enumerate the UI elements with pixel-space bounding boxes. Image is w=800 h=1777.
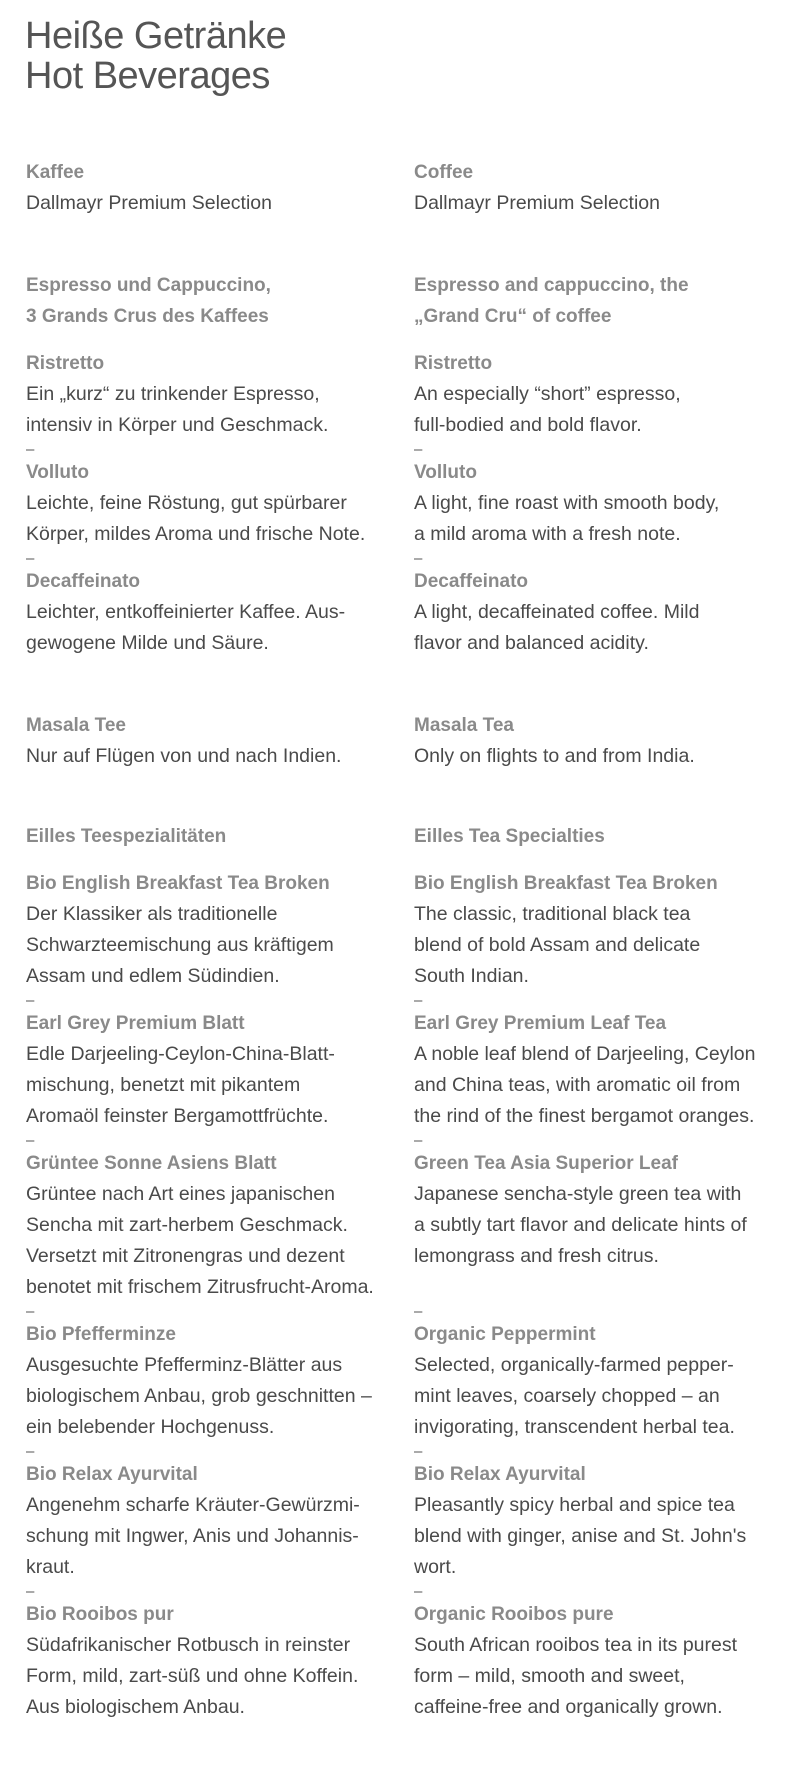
green-tea-heading: Green Tea Asia Superior Leaf — [414, 1153, 678, 1174]
masala-heading: Masala Tee — [26, 715, 126, 736]
coffee-heading: Kaffee — [26, 162, 85, 183]
earl-grey-heading: Earl Grey Premium Leaf Tea — [414, 1013, 667, 1034]
separator-dash: – — [414, 1443, 423, 1460]
separator-dash: – — [414, 441, 423, 458]
volluto-heading: Volluto — [26, 462, 89, 483]
title-english: Hot Beverages — [25, 55, 270, 97]
peppermint-desc-line3: ein belebender Hochgenuss. — [26, 1416, 275, 1438]
earl-grey-desc-line2: mischung, benetzt mit pikantem — [26, 1074, 301, 1096]
green-tea-desc-line1: Japanese sencha-style green tea with — [414, 1183, 742, 1205]
green-tea-desc-line3: lemongrass and fresh citrus. — [414, 1245, 659, 1267]
earl-grey-heading: Earl Grey Premium Blatt — [26, 1013, 245, 1034]
separator-dash: – — [26, 1583, 35, 1600]
tea-section-heading: Eilles Tea Specialties — [414, 826, 605, 847]
espresso-heading-line1: Espresso und Cappuccino, — [26, 275, 271, 296]
page-title — [25, 16, 286, 96]
peppermint-desc-line3: invigorating, transcendent herbal tea. — [414, 1416, 735, 1438]
separator-dash: – — [414, 992, 423, 1009]
decaf-desc-line2: flavor and balanced acidity. — [414, 632, 649, 654]
peppermint-heading: Bio Pfefferminze — [26, 1324, 176, 1345]
relax-desc-line3: kraut. — [26, 1556, 75, 1578]
separator-dash: – — [414, 1583, 423, 1600]
masala-heading: Masala Tea — [414, 715, 514, 736]
coffee-subtitle: Dallmayr Premium Selection — [26, 192, 272, 214]
ebt-desc-line2: Schwarzteemischung aus kräftigem — [26, 934, 334, 956]
green-tea-desc-line2: Sencha mit zart-herbem Geschmack. — [26, 1214, 348, 1236]
peppermint-heading: Organic Peppermint — [414, 1324, 596, 1345]
green-tea-heading: Grüntee Sonne Asiens Blatt — [26, 1153, 277, 1174]
espresso-heading-line2: „Grand Cru“ of coffee — [414, 306, 612, 327]
ristretto-desc-line2: intensiv in Körper und Geschmack. — [26, 414, 329, 436]
relax-desc-line1: Pleasantly spicy herbal and spice tea — [414, 1494, 735, 1516]
peppermint-desc-line1: Ausgesuchte Pfefferminz-Blätter aus — [26, 1354, 343, 1376]
espresso-heading-line1: Espresso and cappuccino, the — [414, 275, 689, 296]
separator-dash: – — [414, 1303, 423, 1320]
espresso-heading-line2: 3 Grands Crus des Kaffees — [26, 306, 269, 327]
title-german: Heiße Getränke — [25, 15, 287, 57]
peppermint-desc-line1: Selected, organically-farmed pepper- — [414, 1354, 734, 1376]
ristretto-heading: Ristretto — [414, 353, 493, 374]
masala-desc-line1: Nur auf Flügen von und nach Indien. — [26, 745, 342, 767]
earl-grey-desc-line3: Aromaöl feinster Bergamottfrüchte. — [26, 1105, 329, 1127]
ristretto-desc-line2: full-bodied and bold flavor. — [414, 414, 642, 436]
relax-heading: Bio Relax Ayurvital — [414, 1464, 586, 1485]
rooibos-desc-line3: caffeine-free and organically grown. — [414, 1696, 723, 1718]
relax-desc-line1: Angenehm scharfe Kräuter-Gewürzmi- — [26, 1494, 360, 1516]
coffee-heading: Coffee — [414, 162, 474, 183]
volluto-desc-line2: a mild aroma with a fresh note. — [414, 523, 681, 545]
relax-desc-line2: blend with ginger, anise and St. John's — [414, 1525, 747, 1547]
decaf-desc-line2: gewogene Milde und Säure. — [26, 632, 269, 654]
ebt-desc-line1: Der Klassiker als traditionelle — [26, 903, 278, 925]
decaf-heading: Decaffeinato — [26, 571, 141, 592]
rooibos-desc-line1: Südafrikanischer Rotbusch in reinster — [26, 1634, 351, 1656]
rooibos-heading: Bio Rooibos pur — [26, 1604, 174, 1625]
peppermint-desc-line2: biologischem Anbau, grob geschnitten – — [26, 1385, 372, 1407]
ebt-desc-line3: South Indian. — [414, 965, 529, 987]
separator-dash: – — [414, 550, 423, 567]
decaf-desc-line1: Leichter, entkoffeinierter Kaffee. Aus- — [26, 601, 346, 623]
tea-section-heading: Eilles Teespezialitäten — [26, 826, 227, 847]
separator-dash: – — [26, 1132, 35, 1149]
ebt-desc-line1: The classic, traditional black tea — [414, 903, 691, 925]
ebt-heading: Bio English Breakfast Tea Broken — [26, 873, 330, 894]
ristretto-heading: Ristretto — [26, 353, 105, 374]
rooibos-desc-line1: South African rooibos tea in its purest — [414, 1634, 738, 1656]
coffee-subtitle: Dallmayr Premium Selection — [414, 192, 660, 214]
rooibos-desc-line2: Form, mild, zart-süß und ohne Koffein. — [26, 1665, 359, 1687]
green-tea-desc-line2: a subtly tart flavor and delicate hints of — [414, 1214, 747, 1236]
volluto-desc-line2: Körper, mildes Aroma und frische Note. — [26, 523, 366, 545]
ebt-heading: Bio English Breakfast Tea Broken — [414, 873, 718, 894]
separator-dash: – — [414, 1132, 423, 1149]
rooibos-desc-line3: Aus biologischem Anbau. — [26, 1696, 245, 1718]
volluto-desc-line1: A light, fine roast with smooth body, — [414, 492, 720, 514]
decaf-heading: Decaffeinato — [414, 571, 529, 592]
earl-grey-desc-line3: the rind of the finest bergamot oranges. — [414, 1105, 755, 1127]
relax-desc-line2: schung mit Ingwer, Anis und Johannis- — [26, 1525, 359, 1547]
relax-desc-line3: wort. — [414, 1556, 457, 1578]
separator-dash: – — [26, 992, 35, 1009]
green-tea-desc-line4: benotet mit frischem Zitrusfrucht-Aroma. — [26, 1276, 374, 1298]
ebt-desc-line3: Assam und edlem Südindien. — [26, 965, 280, 987]
ebt-desc-line2: blend of bold Assam and delicate — [414, 934, 701, 956]
volluto-heading: Volluto — [414, 462, 477, 483]
earl-grey-desc-line1: A noble leaf blend of Darjeeling, Ceylon — [414, 1043, 756, 1065]
relax-heading: Bio Relax Ayurvital — [26, 1464, 198, 1485]
separator-dash: – — [26, 1443, 35, 1460]
green-tea-desc-line1: Grüntee nach Art eines japanischen — [26, 1183, 335, 1205]
separator-dash: – — [26, 441, 35, 458]
rooibos-heading: Organic Rooibos pure — [414, 1604, 614, 1625]
separator-dash: – — [26, 1303, 35, 1320]
rooibos-desc-line2: form – mild, smooth and sweet, — [414, 1665, 685, 1687]
peppermint-desc-line2: mint leaves, coarsely chopped – an — [414, 1385, 720, 1407]
ristretto-desc-line1: Ein „kurz“ zu trinkender Espresso, — [26, 383, 320, 405]
earl-grey-desc-line2: and China teas, with aromatic oil from — [414, 1074, 741, 1096]
masala-desc-line1: Only on flights to and from India. — [414, 745, 695, 767]
separator-dash: – — [26, 550, 35, 567]
volluto-desc-line1: Leichte, feine Röstung, gut spürbarer — [26, 492, 347, 514]
earl-grey-desc-line1: Edle Darjeeling-Ceylon-China-Blatt- — [26, 1043, 335, 1065]
decaf-desc-line1: A light, decaffeinated coffee. Mild — [414, 601, 700, 623]
ristretto-desc-line1: An especially “short” espresso, — [414, 383, 681, 405]
green-tea-desc-line3: Versetzt mit Zitronengras und dezent — [26, 1245, 345, 1267]
